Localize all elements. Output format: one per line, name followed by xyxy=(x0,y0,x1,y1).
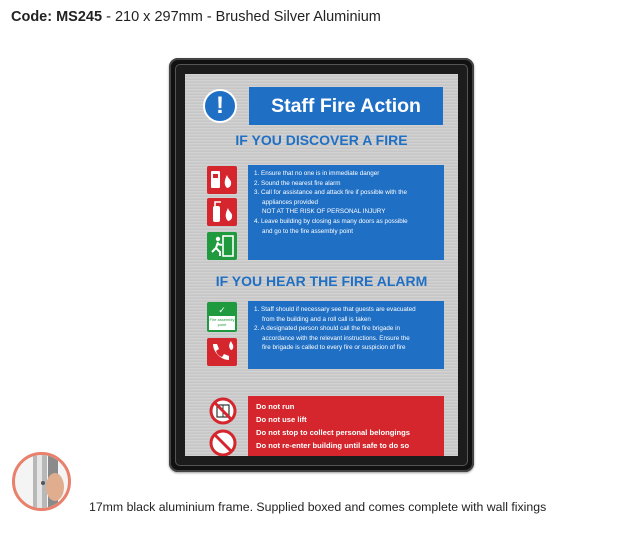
frame-profile-illustration xyxy=(15,455,71,511)
prohibition-item: Do not use lift xyxy=(256,415,307,424)
instruction-item: and go to the fire assembly point xyxy=(262,227,354,235)
prohibition-item: Do not stop to collect personal belongings xyxy=(256,428,410,437)
info-icon: ! xyxy=(203,89,237,123)
sign-plate xyxy=(185,74,458,456)
prohibition-item: Do not run xyxy=(256,402,295,411)
sign-frame xyxy=(169,58,474,472)
telephone-fire-icon xyxy=(207,338,237,366)
no-lift-icon xyxy=(209,397,237,425)
fire-exit-icon xyxy=(207,232,237,260)
instruction-item: 1. Staff should if necessary see that guests are evacuated xyxy=(254,306,416,313)
section1-instructions xyxy=(248,165,444,260)
instruction-item: from the building and a roll call is taken xyxy=(262,315,371,323)
section1-heading: IF YOU DISCOVER A FIRE xyxy=(235,132,408,148)
product-code: Code: MS245 xyxy=(11,9,103,25)
section2-instructions xyxy=(248,301,444,369)
instruction-item: 2. A designated person should call the fire brigade in xyxy=(254,325,400,333)
instruction-item: 1. Ensure that no one is in immediate danger xyxy=(254,170,380,177)
assembly-point-label: Fire assembly point xyxy=(209,317,235,327)
fire-alarm-icon xyxy=(207,166,237,194)
instruction-item: fire brigade is called to every fire or suspicion of fire xyxy=(262,344,406,352)
instruction-item: appliances provided xyxy=(262,198,319,206)
section2-heading: IF YOU HEAR THE FIRE ALARM xyxy=(215,273,428,289)
instruction-item: 3. Call for assistance and attack fire if possible with the xyxy=(254,189,407,197)
sign-title: Staff Fire Action xyxy=(249,87,443,125)
product-code-line xyxy=(11,9,381,25)
assembly-point-icon: ✓ Fire assembly point xyxy=(207,302,237,332)
instruction-item: 4. Leave building by closing as many doors as possible xyxy=(254,217,408,225)
instruction-item: accordance with the relevant instructions. Ensure the xyxy=(262,334,410,342)
prohibition-item: Do not re-enter building until safe to do so xyxy=(256,441,410,450)
prohibitions-panel xyxy=(248,396,444,456)
fire-extinguisher-icon xyxy=(207,198,237,226)
product-spec: - 210 x 297mm - Brushed Silver Aluminium xyxy=(102,9,381,25)
instruction-item: 2. Sound the nearest fire alarm xyxy=(254,179,341,187)
frame-detail-image xyxy=(12,452,71,511)
instruction-warning: NOT AT THE RISK OF PERSONAL INJURY xyxy=(262,208,386,216)
no-entry-icon xyxy=(209,429,237,456)
frame-caption: 17mm black aluminium frame. Supplied boxed and comes complete with wall fixings xyxy=(89,500,547,514)
